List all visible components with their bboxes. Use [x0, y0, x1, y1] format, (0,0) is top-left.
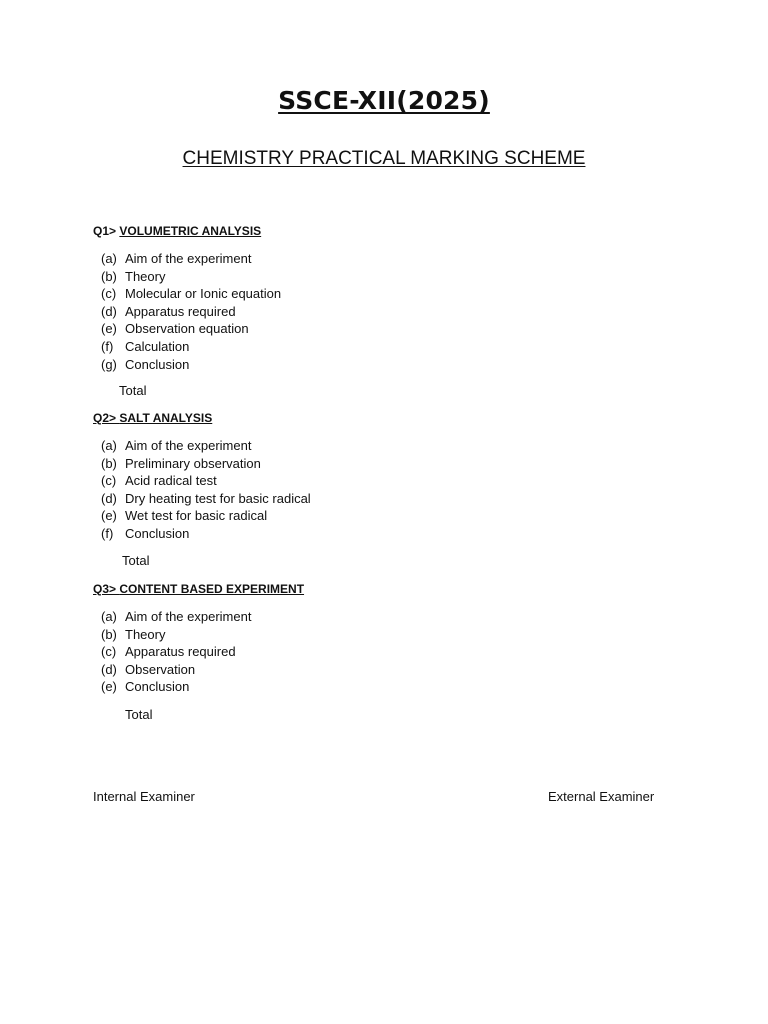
list-item-text: Conclusion: [125, 525, 190, 541]
list-item-text: Theory: [125, 626, 166, 642]
list-item-text: Conclusion: [125, 356, 190, 372]
question-2-section: [93, 410, 693, 569]
list-marker: (e): [101, 508, 117, 524]
list-marker: (e): [101, 679, 117, 695]
list-item: [93, 437, 693, 455]
list-marker: (d): [101, 303, 117, 319]
list-marker: (b): [101, 455, 117, 471]
list-item: [93, 643, 693, 661]
list-item-text: Aim of the experiment: [125, 438, 252, 453]
list-item: [93, 455, 693, 473]
question-2-items: [93, 437, 693, 543]
question-3-heading: [93, 581, 693, 597]
list-item-text: Aim of the experiment: [125, 609, 252, 624]
list-item-text: Apparatus required: [125, 303, 236, 319]
list-item-text: Theory: [125, 268, 166, 284]
list-marker: (a): [101, 609, 117, 624]
list-item-text: Wet test for basic radical: [125, 508, 268, 524]
internal-examiner-label: Internal Examiner: [93, 789, 195, 804]
list-item-text: Molecular or Ionic equation: [125, 286, 282, 302]
list-item-text: Conclusion: [125, 679, 190, 695]
list-item: [93, 338, 693, 356]
list-item-text: Acid radical test: [125, 473, 217, 489]
question-2-prefix: Q2>: [93, 411, 120, 425]
list-item-text: Observation equation: [125, 321, 249, 337]
list-item-text: Observation: [125, 661, 196, 677]
list-item: [93, 608, 693, 626]
question-1-heading: [93, 223, 693, 239]
list-item-text: Preliminary observation: [125, 455, 261, 471]
list-item: [93, 356, 693, 374]
document-title: SSCE-XII(2025): [278, 86, 490, 115]
list-marker: (e): [101, 321, 117, 337]
list-marker: (c): [101, 473, 117, 489]
list-marker: (d): [101, 661, 117, 677]
question-3-title: CONTENT BASED EXPERIMENT: [119, 582, 305, 596]
list-item: [93, 285, 693, 303]
list-item: [93, 678, 693, 696]
question-1-total: Total: [119, 383, 147, 399]
list-item: [93, 661, 693, 679]
list-marker: (f): [101, 525, 114, 541]
list-item: [93, 507, 693, 525]
list-item-text: Dry heating test for basic radical: [125, 490, 311, 506]
list-item-text: Calculation: [125, 338, 190, 354]
list-marker: (b): [101, 268, 117, 284]
list-marker: (d): [101, 490, 117, 506]
list-marker: (g): [101, 356, 117, 372]
question-2-heading: [93, 410, 693, 426]
list-marker: (c): [101, 286, 117, 302]
question-2-title: SALT ANALYSIS: [119, 411, 213, 425]
question-3-prefix: Q3>: [93, 582, 120, 596]
list-marker: (b): [101, 626, 117, 642]
list-item: [93, 303, 693, 321]
question-1-items: [93, 250, 693, 373]
question-3-items: [93, 608, 693, 696]
question-1-section: [93, 223, 693, 399]
question-3-total: Total: [125, 706, 153, 722]
list-item: [93, 268, 693, 286]
list-item-text: Aim of the experiment: [125, 251, 252, 266]
list-marker: (a): [101, 251, 117, 266]
list-marker: (c): [101, 644, 117, 660]
list-marker: (a): [101, 438, 117, 453]
document-subtitle: CHEMISTRY PRACTICAL MARKING SCHEME: [182, 148, 586, 169]
list-item: [93, 320, 693, 338]
list-item: [93, 472, 693, 490]
question-1-title: VOLUMETRIC ANALYSIS: [119, 224, 262, 238]
list-item-text: Apparatus required: [125, 644, 236, 660]
question-1-prefix: Q1>: [93, 224, 120, 238]
list-item: [93, 250, 693, 268]
list-item: [93, 490, 693, 508]
list-item: [93, 626, 693, 644]
question-2-total: Total: [122, 552, 150, 568]
external-examiner-label: External Examiner: [548, 789, 655, 804]
question-3-section: [93, 581, 693, 723]
list-marker: (f): [101, 338, 114, 354]
list-item: [93, 525, 693, 543]
